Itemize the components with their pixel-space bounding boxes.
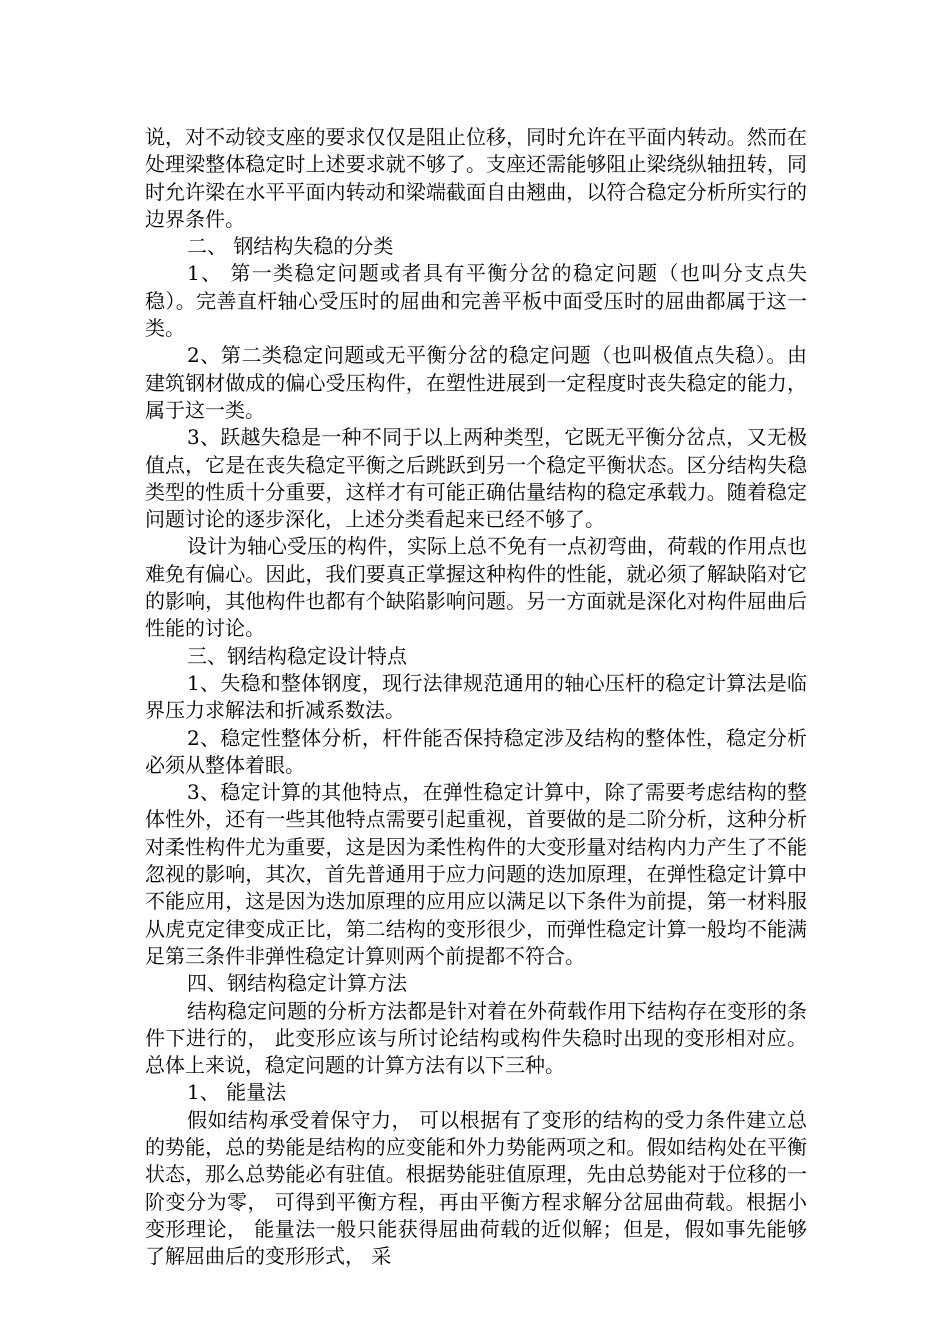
section-heading-2: 二、 钢结构失稳的分类 [187,234,394,259]
section-heading-4: 四、钢结构稳定计算方法 [187,971,407,996]
paragraph-feature-2: 2、稳定性整体分析，杆件能否保持稳定涉及结构的整体性，稳定分析必须从整体着眼。 [145,725,807,777]
paragraph-type-3: 3、跃越失稳是一种不同于以上两种类型，它既无平衡分岔点，又无极值点，它是在丧失稳定平衡之后跳跃到另一个稳定平衡状态。区分结构失稳类型的性质十分重要，这样才有可能正确估量结构的稳定承载力。随着稳定问题讨论的逐步深化，上述分类看起来已经不够了。 [145,425,807,532]
subsection-heading-energy: 1、 能量法 [187,1080,287,1105]
paragraph-type-1: 1、 第一类稳定问题或者具有平衡分岔的稳定问题（也叫分支点失稳）。完善直杆轴心受压时的屈曲和完善平板中面受压时的屈曲都属于这一类。 [145,261,807,341]
paragraph-feature-1: 1、失稳和整体钢度，现行法律规范通用的轴心压杆的稳定计算法是临界压力求解法和折减系数法。 [145,670,807,723]
document-body [145,124,807,1270]
paragraph-methods-intro: 结构稳定问题的分析方法都是针对着在外荷载作用下结构存在变形的条件下进行的， 此变形应该与所讨论结构或构件失稳时出现的变形相对应。总体上来说，稳定问题的计算方法有以下三种。 [145,998,807,1078]
section-heading-3: 三、钢结构稳定设计特点 [187,643,407,668]
paragraph-energy-method: 假如结构承受着保守力， 可以根据有了变形的结构的受力条件建立总的势能，总的势能是结构的应变能和外力势能两项之和。假如结构处在平衡状态，那么总势能必有驻值。根据势能驻值原理，先由总势能对于位移的一阶变分为零， 可得到平衡方程，再由平衡方程求解分岔屈曲荷载。根据小变形理论， 能量法一般只能获得屈曲荷载的近似解；但是，假如事先能够了解屈曲后的变形形式， 采 [145,1107,807,1269]
paragraph-type-2: 2、第二类稳定问题或无平衡分岔的稳定问题（也叫极值点失稳）。由建筑钢材做成的偏心受压构件，在塑性进展到一定程度时丧失稳定的能力，属于这一类。 [145,343,807,422]
paragraph-defects: 设计为轴心受压的构件，实际上总不免有一点初弯曲，荷载的作用点也难免有偏心。因此，我们要真正掌握这种构件的性能，就必须了解缺陷对它的影响，其他构件也都有个缺陷影响问题。另一方面就是深化对构件屈曲后性能的讨论。 [145,534,807,641]
paragraph-intro-continuation: 说，对不动铰支座的要求仅仅是阻止位移，同时允许在平面内转动。然而在处理梁整体稳定时上述要求就不够了。支座还需能够阻止梁绕纵轴扭转，同时允许梁在水平平面内转动和梁端截面自由翘曲，以符合稳定分析所实行的边界条件。 [145,125,807,231]
paragraph-feature-3: 3、稳定计算的其他特点，在弹性稳定计算中，除了需要考虑结构的整体性外，还有一些其他特点需要引起重视，首要做的是二阶分析，这种分析对柔性构件尤为重要，这是因为柔性构件的大变形量对结构内力产生了不能忽视的影响，其次，首先普通用于应力问题的迭加原理，在弹性稳定计算中不能应用，这是因为迭加原理的应用应以满足以下条件为前提，第一材料服从虎克定律变成正比，第二结构的变形很少，而弹性稳定计算一般均不能满足第三条件非弹性稳定计算则两个前提都不符合。 [145,780,807,968]
